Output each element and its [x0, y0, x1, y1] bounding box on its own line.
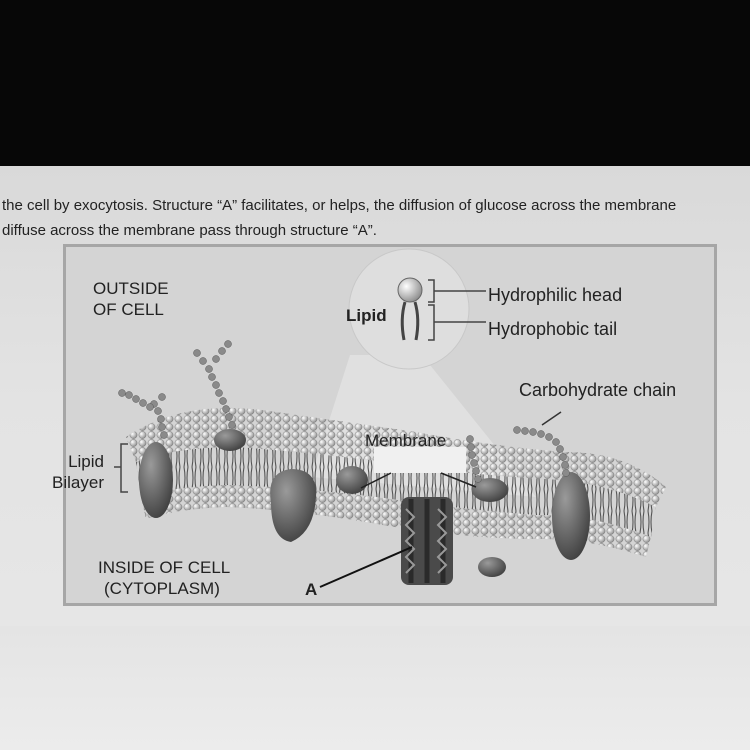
inside-of-cell-label: INSIDE OF CELL (CYTOPLASM): [98, 558, 231, 598]
question-text-line-1: the cell by exocytosis. Structure “A” facilitates, or helps, the diffusion of glucose across the membrane: [2, 197, 677, 214]
transport-protein-a: [401, 497, 453, 585]
lipid-bilayer-label: Lipid Bilayer: [52, 452, 104, 492]
carbohydrate-pointer-line: [542, 412, 561, 425]
hydrophobic-tail-label: Hydrophobic tail: [488, 319, 618, 339]
hydrophilic-head-label: Hydrophilic head: [488, 285, 623, 305]
page-bottom-area: [0, 626, 750, 750]
structure-a-label: A: [305, 580, 318, 599]
bilayer-bracket: [114, 444, 128, 492]
membrane-label: Membrane: [365, 431, 447, 450]
lipid-label: Lipid: [346, 306, 387, 325]
question-text-line-2: diffuse across the membrane pass through structure “A”.: [2, 222, 377, 239]
channel-protein-left: [270, 469, 316, 542]
outside-of-cell-label: OUTSIDE OF CELL: [93, 279, 169, 319]
worksheet-page: [0, 166, 750, 750]
integral-protein-right: [552, 472, 590, 560]
peripheral-protein: [214, 429, 246, 451]
cytoplasmic-protein: [478, 557, 506, 577]
carbohydrate-chain-label: Carbohydrate chain: [519, 380, 677, 400]
structure-a-pointer: [320, 547, 412, 587]
integral-protein-left: [139, 442, 173, 518]
cell-membrane-diagram: [52, 244, 717, 606]
membrane-protein-small: [336, 466, 368, 494]
